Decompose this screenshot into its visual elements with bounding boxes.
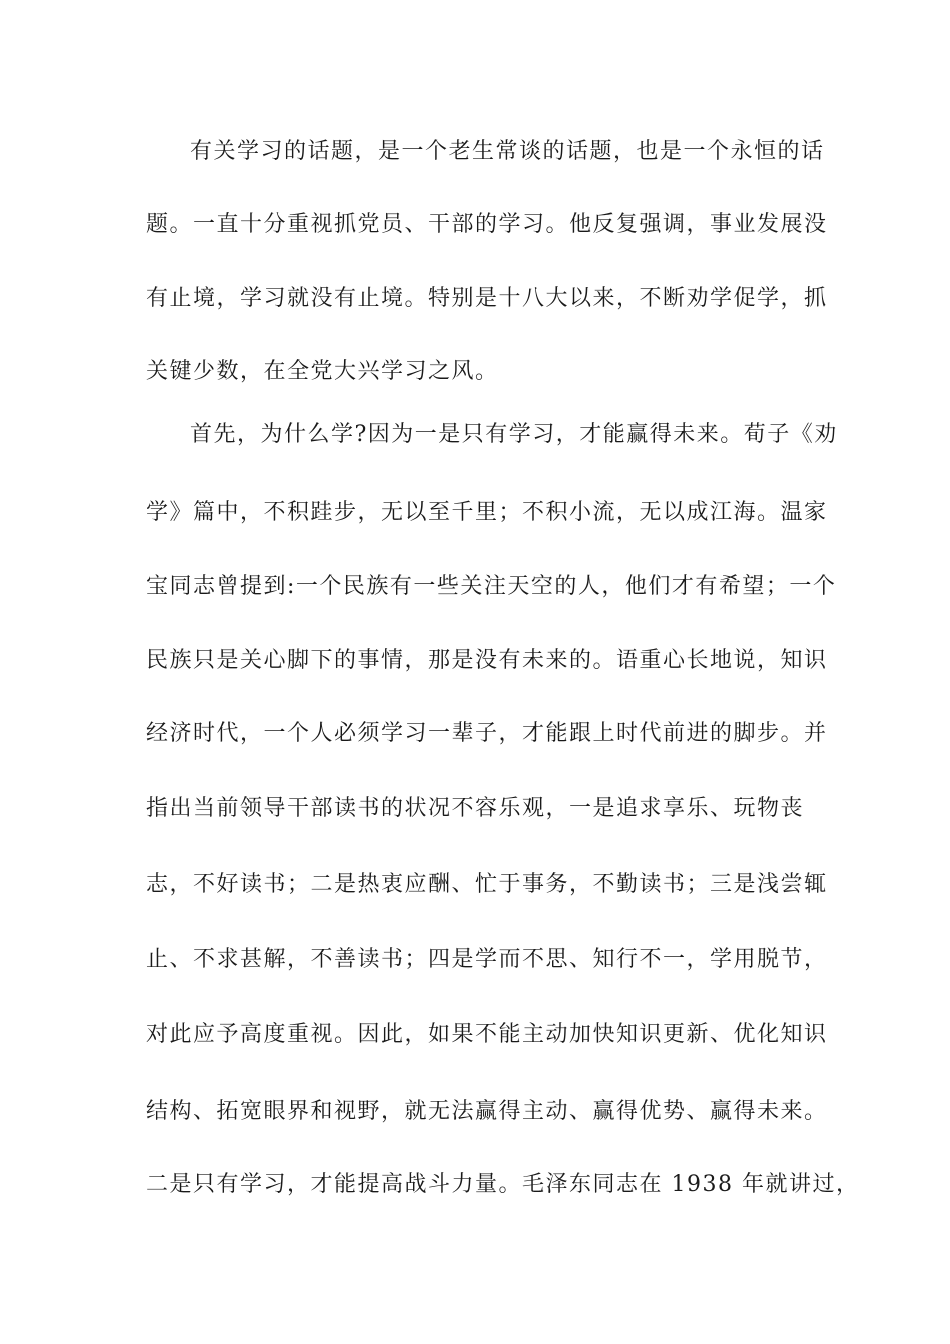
text-line-10: 指出当前领导干部读书的状况不容乐观，一是追求享乐、玩物丧	[146, 796, 805, 821]
text-line-2: 题。一直十分重视抓党员、干部的学习。他反复强调，事业发展没	[146, 212, 828, 237]
text-line-12: 止、不求甚解，不善读书；四是学而不思、知行不一，学用脱节，	[146, 947, 828, 972]
text-line-1: 有关学习的话题，是一个老生常谈的话题，也是一个永恒的话	[190, 139, 825, 164]
text-line-7: 宝同志曾提到:一个民族有一些关注天空的人，他们才有希望；一个	[146, 574, 837, 599]
text-line-3: 有止境，学习就没有止境。特别是十八大以来，不断劝学促学，抓	[146, 286, 828, 311]
text-line-5: 首先，为什么学?因为一是只有学习，才能赢得未来。荀子《劝	[190, 422, 838, 447]
text-line-9: 经济时代，一个人必须学习一辈子，才能跟上时代前进的脚步。并	[146, 721, 828, 746]
text-line-6: 学》篇中，不积跬步，无以至千里；不积小流，无以成江海。温家	[146, 500, 828, 525]
text-line-15: 二是只有学习，才能提高战斗力量。毛泽东同志在 1938 年就讲过，	[146, 1172, 860, 1197]
text-line-11: 志，不好读书；二是热衷应酬、忙于事务，不勤读书；三是浅尝辄	[146, 872, 828, 897]
text-line-14: 结构、拓宽眼界和视野，就无法赢得主动、赢得优势、赢得未来。	[146, 1099, 828, 1124]
text-line-4: 关键少数，在全党大兴学习之风。	[146, 359, 499, 384]
text-line-13: 对此应予高度重视。因此，如果不能主动加快知识更新、优化知识	[146, 1022, 828, 1047]
text-line-8: 民族只是关心脚下的事情，那是没有未来的。语重心长地说，知识	[146, 648, 828, 673]
